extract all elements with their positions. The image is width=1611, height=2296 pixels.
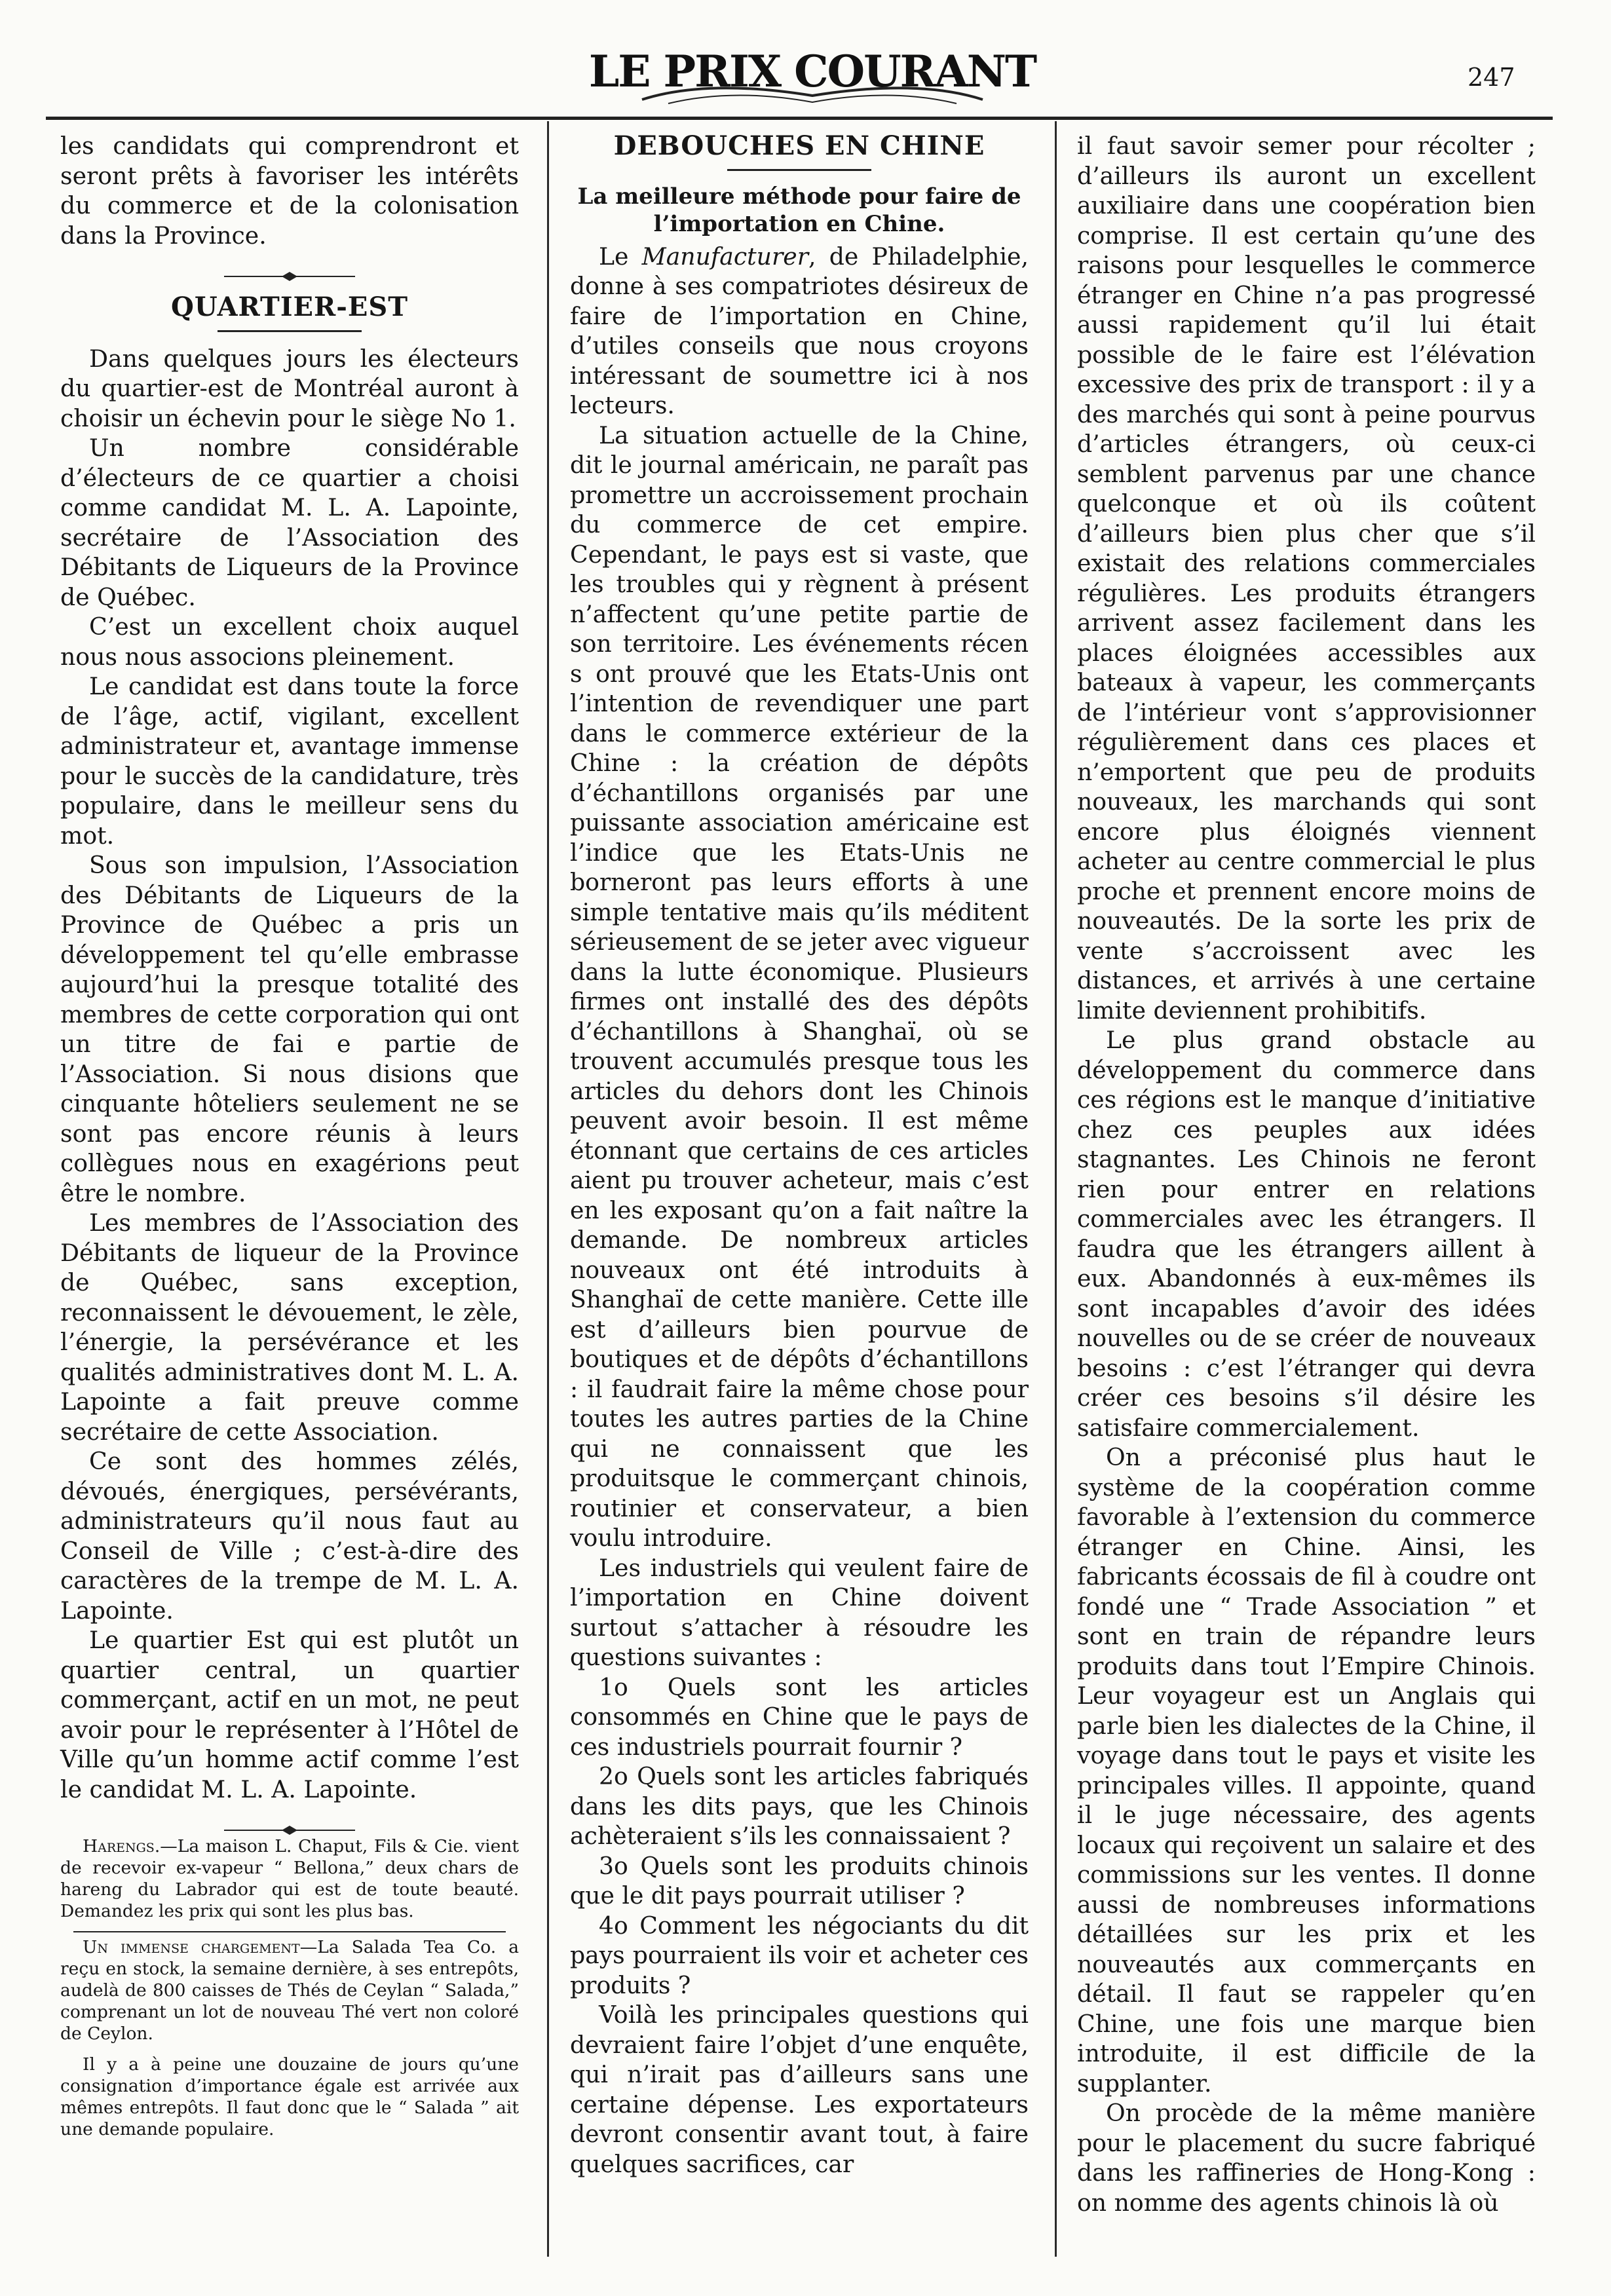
news-item-text: —La Salada Tea Co. a reçu en stock, la semaine dernière, à ses entrepôts, audelà de 800 caisses de Thés de Ceylan “ Salada,” comprenant un lot de nouveau Thé vert non coloré de Ceylon. [60,1937,520,2044]
col2-lead-rest: , de Philadelphie, donne à ses compatriotes désireux de faire de l’importation en Chine, d’utiles conseils que nous croyons intéressant de soumettre ici à nos lecteurs. [570,242,1029,419]
col2-question: 3o Quels sont les produits chinois que le dit pays pourrait utiliser ? [570,1851,1029,1910]
col2-paragraph [570,242,1029,421]
news-item-text: —La maison L. Chaput, Fils & Cie. vient de recevoir ex-vapeur “ Bellona,” deux chars de hareng du Labrador qui est de toute beauté. Demandez les prix qui sont les plus bas. [60,1836,519,1921]
col3-paragraph: Le plus grand obstacle au développement du commerce dans ces régions est le manque d’initiative chez ces peuples aux idées stagnantes. Les Chinois ne feront rien pour entrer en relations commerciales avec les étrangers. Il faudra que les étrangers aillent à eux. Abandonnés à eux-mêmes ils sont incapables d’avoir des idées nouvelles ou de se créer de nouveaux besoins : c’est l’étranger qui devra créer ces besoins s’il désire les satisfaire commercialement. [1077,1026,1536,1442]
col2-paragraph: Voilà les principales questions qui devraient faire l’objet d’une enquête, qui n’irait pas d’ailleurs sans une certaine dépense. Les exportateurs devront consentir avant tout, à faire quelques sacrifices, car [570,2001,1029,2178]
header-rule [46,117,1553,120]
news-item-salada [60,1936,519,2044]
column-3 [1077,131,1536,2217]
masthead-logo [588,39,1036,111]
col1-paragraph: C’est un excellent choix auquel nous nous associons pleinement. [60,612,519,671]
col1-paragraph: Le candidat est dans toute la force de l’âge, actif, vigilant, excellent administrateur et, avantage immense pour le succès de la candidature, très populaire, dans le meilleur sens du mot. [60,672,519,850]
page-number: 247 [1468,63,1515,92]
col2-paragraph: La situation actuelle de la Chine, dit le journal américain, ne paraît pas promettre un accroissement prochain du commerce de cet empire. Cependant, le pays est si vaste, que les troubles qui y règnent à présent n’affectent qu’une petite partie de son territoire. Les événements récen s ont prouvé que les Etats-Unis ont l’intention de revendiquer une part dans le commerce extérieur de la Chine : la création de dépôts d’échantillons organisés par une puissante association américaine est l’indice que les Etats-Unis ne borneront pas leurs efforts à une simple tentative mais qu’ils méditent sérieusement de se jeter avec vigueur dans la lutte économique. Plusieurs firmes ont installé des des dépôts d’échantillons à Shanghaï, où se trouvent accumulés presque tous les articles du dehors dont les Chinois peuvent avoir besoin. Il est même étonnant que certains de ces articles aient pu trouver acheteur, mais c’est en les exposant qu’on a fait naître la demande. De nombreux articles nouveaux ont été introduits à Shanghaï de cette manière. Cette ille est d’ailleurs bien pourvue de boutiques et de dépôts d’échantillons : il faudrait faire la même chose pour toutes les autres parties de la Chine qui ne connaissent que les produitsque le commerçant chinois, routinier et conservateur, a bien voulu introduire. [570,421,1029,1552]
col3-paragraph: On procède de la même manière pour le placement du sucre fabriqué dans les raffineries de Hong-Kong : on nomme des agents chinois là où [1077,2099,1536,2217]
col2-heading: DEBOUCHES EN CHINE [613,130,985,161]
col2-question: 2o Quels sont les articles fabriqués dans les dits pays, que les Chinois achèteraient s’ils les connaissaient ? [570,1762,1029,1850]
news-item-lead: Un immense chargement [83,1937,300,1957]
col1-paragraph: Un nombre considérable d’électeurs de ce quartier a choisi comme candidat M. L. A. Lapointe, secrétaire de l’Association des Débitants de Liqueurs de la Province de Québec. [60,434,519,611]
col1-paragraph: Sous son impulsion, l’Association des Débitants de Liqueurs de la Province de Québec a pris un développement tel qu’elle embrasse aujourd’hui la presque totalité des membres de cette corporation qui ont un titre de fai e partie de l’Association. Si nous disions que cinquante hôteliers seulement ne se sont pas encore réunis à leurs collègues nous en exagérions peut être le nombre. [60,851,519,1207]
masthead-logo-art [588,39,1036,111]
col1-paragraph: Le quartier Est qui est plutôt un quartier central, un quartier commerçant, actif en un mot, ne peut avoir pour le représenter à l’Hôtel de Ville qu’un homme actif comme l’est le candidat M. L. A. Lapointe. [60,1626,519,1803]
news-item-rule [73,1931,506,1932]
heading-underline [218,330,362,332]
heading-underline [727,169,871,171]
column-1 [60,131,519,2140]
col2-subhead: La meilleure méthode pour faire de l’importation en Chine. [577,183,1021,237]
col1-paragraph: Les membres de l’Association des Débitants de liqueur de la Province de Québec, sans exception, reconnaissent le dévouement, le zèle, l’énergie, la persévérance et les qualités administratives dont M. L. A. Lapointe a fait preuve comme secrétaire de cette Association. [60,1209,519,1446]
col1-paragraph: Dans quelques jours les électeurs du quartier-est de Montréal auront à choisir un échevin pour le siège No 1. [60,344,519,432]
col2-paragraph: Les industriels qui veulent faire de l’importation en Chine doivent surtout s’attacher à résoudre les questions suivantes : [570,1553,1029,1671]
ornament-separator [60,261,519,275]
col3-paragraph: il faut savoir semer pour récolter ; d’ailleurs ils auront un excellent auxiliaire dans une coopération bien comprise. Il est certain qu’une des raisons pour lesquelles le commerce étranger en Chine n’a pas progressé aussi rapidement qu’il lui était possible de le faire est l’élévation excessive des prix de transport : il y a des marchés qui sont à peine pourvus d’articles étrangers, où ceux-ci semblent parvenus par une chance quelconque et où ils coûtent d’ailleurs bien plus cher que s’il existait des relations commerciales régulières. Les produits étrangers arrivent assez facilement dans les places éloignées accessibles aux bateaux à vapeur, les commerçants de l’intérieur vont s’approvisionner régulièrement dans ces places et n’emportent que peu de produits nouveaux, les marchands qui sont encore plus éloignés viennent acheter au centre commercial le plus proche et prennent encore moins de nouveautés. De la sorte les prix de vente s’accroissent avec les distances, et arrivés à une certaine limite deviennent prohibitifs. [1077,132,1536,1025]
col3-paragraph: On a préconisé plus haut le système de la coopération comme favorable à l’extension du commerce étranger en Chine. Ainsi, les fabricants écossais de fil à coudre ont fondé une “ Trade Association ” et sont en train de répandre leurs produits dans tout l’Empire Chinois. Leur voyageur est un Anglais qui parle bien les dialectes de la Chine, il voyage dans tout le pays et visite les principales villes. Il appointe, quand il le juge nécessaire, des agents locaux qui reçoivent un salaire et des commissions sur les ventes. Il donne aussi de nombreuses informations détaillées sur les prix et les nouveautés aux commerçants en détail. Il faut se rappeler qu’en Chine, une fois une marque bien introduite, il est difficile de la supplanter. [1077,1443,1536,2098]
col1-heading: QUARTIER-EST [170,292,409,322]
col2-journal-name: Manufacturer [641,242,808,271]
masthead-title: LE PRIX COURANT [588,46,1036,97]
col2-question: 4o Comment les négociants du dit pays pourraient ils voir et acheter ces produits ? [570,1911,1029,1999]
col2-lead-word: Le [599,242,629,271]
news-item-harengs [60,1835,519,1922]
column-2 [570,131,1029,2179]
col1-paragraph: Ce sont des hommes zélés, dévoués, énergiques, persévérants, administrateurs qu’il nous faut au Conseil de Ville ; c’est-à-dire des caractères de la trempe de M. L. A. Lapointe. [60,1447,519,1625]
col1-intro: les candidats qui comprendront et seront prêts à favoriser les intérêts du commerce et de la colonisation dans la Province. [60,132,519,250]
ornament-separator [60,1815,519,1829]
column-rule-1 [547,121,549,2257]
news-item-salada-cont: Il y a à peine une douzaine de jours qu’une consignation d’importance égale est arrivée aux mêmes entrepôts. Il faut donc que le “ Salada ” ait une demande populaire. [60,2054,519,2139]
column-rule-2 [1055,121,1057,2257]
news-item-lead: Harengs. [83,1836,161,1856]
col2-question: 1o Quels sont les articles consommés en Chine que le pays de ces industriels pourrait fournir ? [570,1672,1029,1761]
